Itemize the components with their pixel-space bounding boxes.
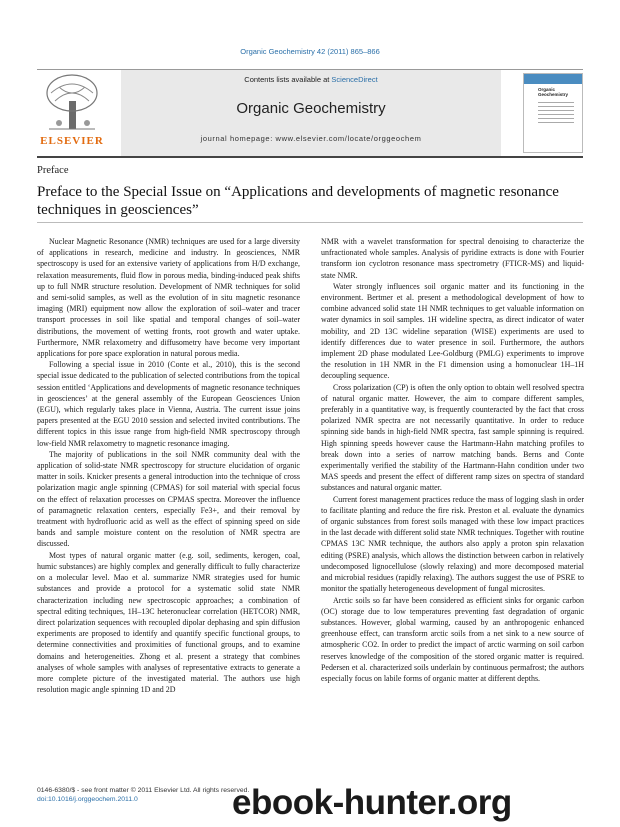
paragraph: Arctic soils so far have been considered as efficient sinks for organic carbon (OC) storage due to low temperatures preventing fast degradation of organic substances. However, global warming, caused by an anthropogenic enhanced greenhouse effect, can transform arctic soils from a net sink to a new source of atmospheric CO2. In order to predict the impact of arctic warming on soil carbon reserves knowledge of the composition of the stored organic matter is required. Pedersen et al. characterized soils underlain by continuous permafrost; the authors especially focus on labile forms of organic matter at different depths.	[321, 595, 584, 683]
journal-cover-thumbnail[interactable]	[523, 73, 583, 153]
cover-title: Organic Geochemistry	[538, 87, 569, 97]
cover-band	[524, 74, 582, 84]
paragraph: Nuclear Magnetic Resonance (NMR) techniques are used for a large diversity of applications in research, medicine and industry. In geosciences, NMR spectroscopy is used for an extensive variety of applications from H/D exchange, relaxation measurements, fluid flow in porous media, binding-induced peak shifts up to full NMR structure resolution. Development of NMR techniques for solid and semi-solid samples, as well as the evolution of in situ magnetic resonance imaging (MRI) equipment now allow the exploration of soil–water and tracer transport processes in soil like spatial and temporal changes of soil–water distributions, the movement of wetting fronts, root growth and water uptake. Furthermore, NMR relaxometry and diffusometry have become very important applications for pore space exploration in natural porous media.	[37, 237, 300, 359]
paragraph: Most types of natural organic matter (e.g. soil, sediments, kerogen, coal, humic substances) are highly complex and generally difficult to fully characterize on a molecular level. Mao et al. summarize NMR strategies used for humic substances and provide a protocol for a systematic solid state NMR characterization including new spectroscopic approaches; a combination of spectral editing techniques, 1H–13C heteronuclear correlation (HETCOR) NMR, direct polarization sequences with recoupled dipolar dephasing and spin diffusion experiments are proposed to identify and quantify specific functional groups, to determine connectivities and proximities of functional groups, and to examine domains and heterogeneities. Zhong et al. present a strategy that combines analyses of whole samples with analyses of representative extracts to generate a more complete picture of the investigated material. The authors use high resolution magic angle spinning 1D and 2D	[37, 550, 300, 695]
paragraph: Cross polarization (CP) is often the only option to obtain well resolved spectra of natural organic matter. However, the aim to compare different samples, preferably in a quantitative way, is frequently counteracted by the fact that cross polarized NMR spectra are not necessarily quantitative. In order to reduce spinning side bands in high-field NMR spectra, fast sample spinning is required. High spinning speeds however cause the Hartmann-Hahn matching profiles to break down into a series of narrow matching bands. Berns and Conte experimentally verified the stability of the Hartmann-Hahn condition under two MAS speeds and present the effect of different ramp sizes on spectra of standard substances and natural organic matter.	[321, 382, 584, 493]
article-title: Preface to the Special Issue on “Applications and developments of magnetic resonance techniques in geosciences”	[37, 184, 559, 218]
section-label: Preface	[37, 165, 69, 176]
contents-prefix: Contents lists available at	[244, 75, 332, 84]
issn-line: 0146-6380/$ - see front matter © 2011 Elsevier Ltd. All rights reserved.	[37, 787, 250, 794]
journal-masthead	[37, 69, 583, 158]
journal-title: Organic Geochemistry	[236, 100, 386, 117]
right-column	[321, 236, 584, 684]
journal-homepage[interactable]: journal homepage: www.elsevier.com/locate/orggeochem	[200, 134, 422, 143]
publisher-logo[interactable]	[37, 73, 107, 151]
sciencedirect-link[interactable]: ScienceDirect	[331, 75, 378, 84]
paragraph: Water strongly influences soil organic matter and its functioning in the environment. Bertmer et al. present a methodological development of how to combine advanced solid state 1H NMR techniques to get valuable information on water dynamics in soil samples. 1H wideline spectra, as direct indicator of water mobility, and 2D 13C wideline separation (WISE) experiments are used to identify differences due to water presence in soil. Furthermore, the authors implement 2D phase modulated Lee-Goldburg (PMLG) experiments to improve the resolution in 1H NMR in the F1 dimension using a homonuclear 1H–1H decoupling sequence.	[321, 281, 584, 381]
paragraph: Following a special issue in 2010 (Conte et al., 2010), this is the second special issue dedicated to the publication of selected contributions from the topical session entitled ‘Applications and developments of magnetic resonance techniques in geosciences’ at the general assembly of the European Geosciences Union (EGU), which regularly takes place in Vienna, Austria. The current issue joins papers presented at the EGU 2010 session and selected invited contributions. The different topics in this issue range from high-field NMR spectroscopy through low-field NMR relaxometry to magnetic resonance imaging.	[37, 360, 300, 448]
doi-link[interactable]: doi:10.1016/j.orggeochem.2011.0	[37, 795, 138, 803]
paragraph: NMR with a wavelet transformation for spectral denoising to characterize the unfractionated whole samples. Analysis of pyridine extracts is done with Fourier transform ion cyclotron resonance mass spectrometry (FTICR-MS) and liquid-state NMR.	[321, 237, 584, 280]
tree-logo-icon	[45, 73, 100, 131]
paragraph: Current forest management practices reduce the mass of logging slash in order to facilitate planting and reduce the fire risk. Preston et al. evaluate the dynamics of organic substances from forest soils managed with these low impact practices in the last decade with different solid state NMR techniques. Together with routine CPMAS 13C NMR technique, the authors also apply a proton spin relaxation editing (PSRE) analysis, which allows the distinction between carbon in relatively undecomposed lignocellulose (slowly relaxing) and more decomposed material and microbial residues (rapidly relaxing). The authors suggest the use of PSRE to monitor the spatially heterogeneous development of fungal microsites.	[321, 494, 584, 594]
watermark: ebook-hunter.org	[232, 783, 512, 822]
paragraph: The majority of publications in the soil NMR community deal with the application of solid-state NMR spectroscopy for structure elucidation of organic matter in soils. Knicker presents a general introduction into the technique of cross polarization magic angle spinning (CPMAS) for soil material with special focus on the effect of relaxation processes on CPMAS spectra. Moreover the influence of paramagnetic relaxation centers, especially Fe3+, and their removal by treatment with hydrofluoric acid as well as the effect of spinning speed on side bands and sample moisture content on the resolution of NMR spectra are discussed.	[37, 449, 300, 549]
left-column	[37, 236, 300, 695]
cover-lines	[538, 102, 574, 126]
publisher-name: ELSEVIER	[40, 135, 104, 147]
journal-banner	[121, 70, 501, 156]
footer	[37, 787, 249, 804]
journal-reference[interactable]: Organic Geochemistry 42 (2011) 865–866	[240, 47, 380, 56]
title-divider	[37, 222, 583, 223]
contents-line	[121, 75, 501, 84]
